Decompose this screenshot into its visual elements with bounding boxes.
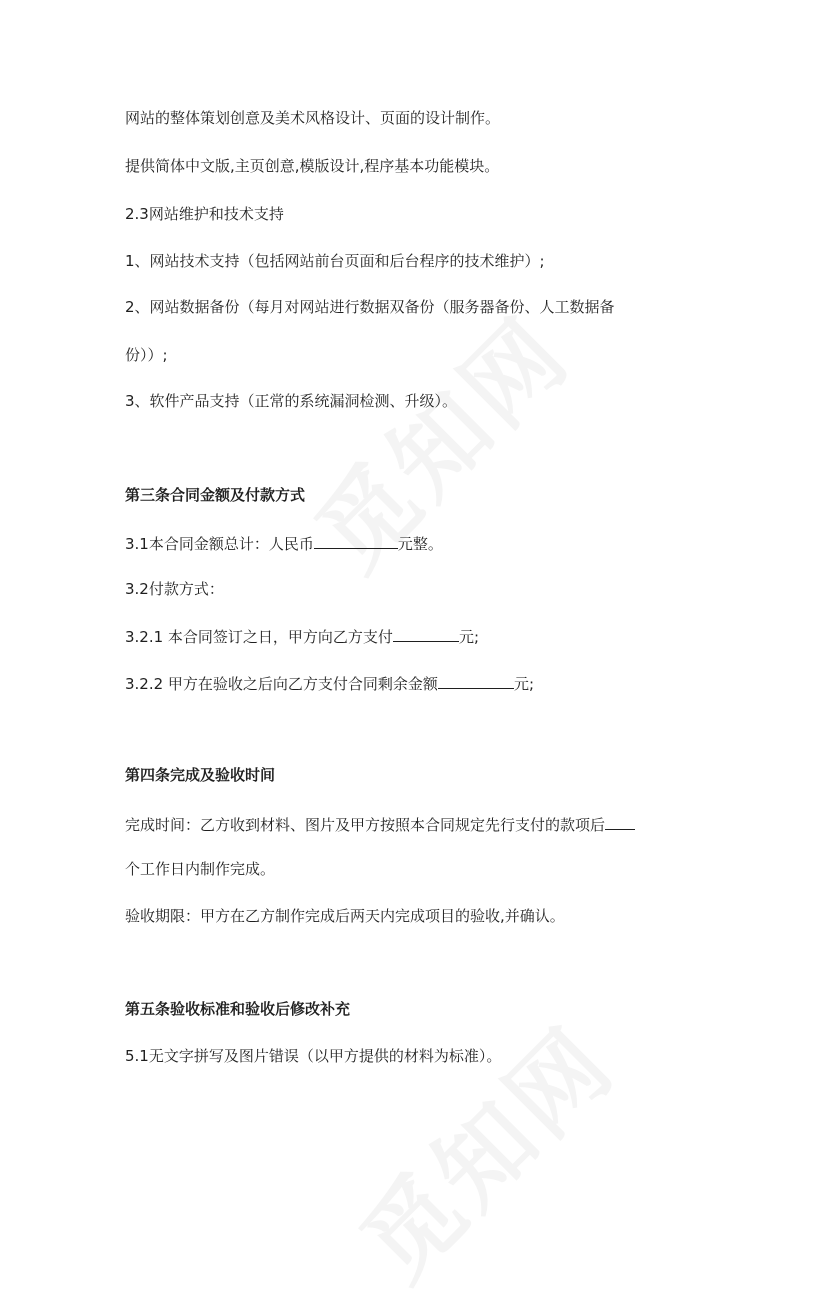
list-item-tech-support: 1、网站技术支持（包括网站前台页面和后台程序的技术维护）; [125,252,545,270]
final-payment-suffix: 元; [513,675,534,693]
section-heading-completion: 第四条完成及验收时间 [125,766,276,784]
first-payment-prefix: 3.2.1 本合同签订之日，甲方向乙方支付 [125,628,393,646]
subheading-maintenance: 2.3网站维护和技术支持 [125,205,284,223]
first-payment-suffix: 元; [458,628,479,646]
section-heading-contract-amount: 第三条合同金额及付款方式 [125,486,306,504]
paragraph-version-features: 提供简体中文版,主页创意,模版设计,程序基本功能模块。 [125,157,500,175]
final-payment-prefix: 3.2.2 甲方在验收之后向乙方支付合同剩余金额 [125,675,438,693]
paragraph-final-payment [125,672,534,694]
paragraph-acceptance-period: 验收期限：甲方在乙方制作完成后两天内完成项目的验收,并确认。 [125,907,565,925]
amount-prefix: 3.1本合同金额总计：人民币 [125,535,314,553]
first-payment-blank [393,625,459,642]
list-item-no-errors: 5.1无文字拼写及图片错误（以甲方提供的材料为标准）。 [125,1047,502,1065]
paragraph-total-amount [125,532,443,554]
final-payment-blank [438,672,514,689]
subheading-payment-method: 3.2付款方式： [125,580,224,598]
list-item-data-backup: 2、网站数据备份（每月对网站进行数据双备份（服务器备份、人工数据备 [125,298,615,316]
paragraph-completion-time-cont: 个工作日内制作完成。 [125,860,276,878]
list-item-data-backup-cont: 份））; [125,346,168,364]
completion-days-blank [605,813,635,830]
watermark [326,992,639,1305]
completion-prefix: 完成时间：乙方收到材料、图片及甲方按照本合同规定先行支付的款项后 [125,816,606,834]
section-heading-acceptance-standard: 第五条验收标准和验收后修改补充 [125,1000,351,1018]
paragraph-design-scope: 网站的整体策划创意及美术风格设计、页面的设计制作。 [125,109,501,127]
amount-suffix: 元整。 [397,535,443,553]
list-item-software-support: 3、软件产品支持（正常的系统漏洞检测、升级）。 [125,392,458,410]
paragraph-first-payment [125,625,479,647]
paragraph-completion-time [125,813,635,835]
amount-blank [314,532,398,549]
